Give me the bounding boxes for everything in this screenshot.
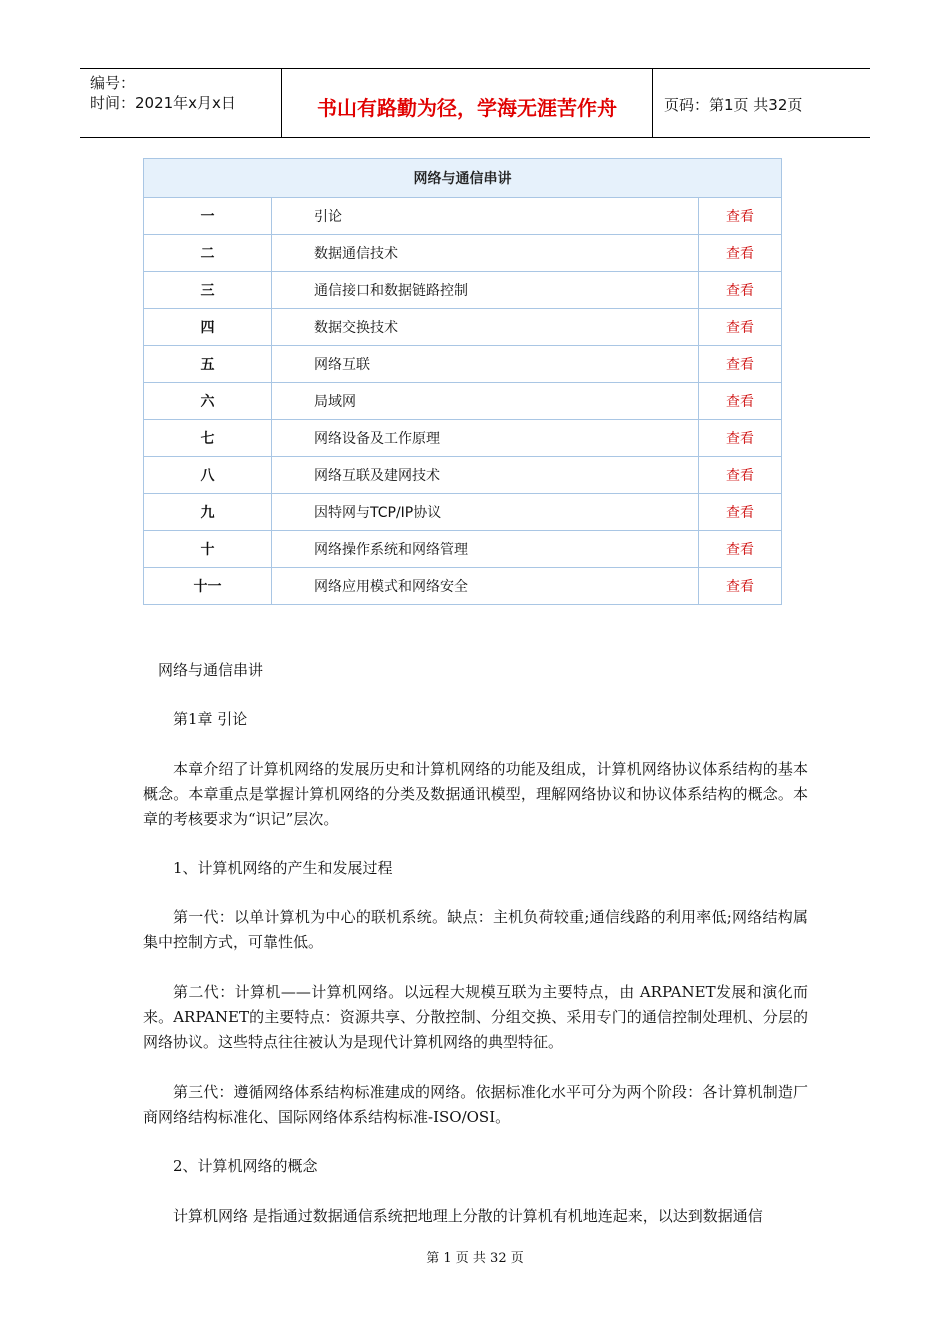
section-heading-2 [143,1154,808,1179]
section-heading-1 [143,856,808,881]
doc-title-text: 网络与通信串讲 [158,661,264,679]
number-label: 编号： [90,74,136,92]
toc-view-link[interactable]: 查看 [699,309,782,346]
toc-row [144,235,782,272]
section-heading-2-text: 2、计算机网络的概念 [173,1157,318,1175]
toc-chapter-number: 五 [144,346,272,383]
page-header [80,68,870,138]
toc-row [144,309,782,346]
toc-chapter-title: 网络操作系统和网络管理 [272,531,699,568]
toc-chapter-number: 二 [144,235,272,272]
toc-chapter-number: 四 [144,309,272,346]
doc-title [143,658,808,683]
toc-chapter-title: 网络设备及工作原理 [272,420,699,457]
toc-row [144,272,782,309]
toc-chapter-number: 一 [144,198,272,235]
toc-view-link[interactable]: 查看 [699,420,782,457]
gen3-text: 第三代：遵循网络体系结构标准建成的网络。依据标准化水平可分为两个阶段：各计算机制造厂商网络结构标准化、国际网络体系结构标准-ISO/OSI。 [143,1083,808,1126]
toc-chapter-number: 九 [144,494,272,531]
toc-chapter-title: 数据通信技术 [272,235,699,272]
toc-row [144,494,782,531]
toc-view-link[interactable]: 查看 [699,457,782,494]
toc-view-link[interactable]: 查看 [699,531,782,568]
page-footer: 第 1 页 共 32 页 [426,1251,524,1266]
definition-paragraph [143,1204,808,1229]
toc-table [143,158,782,605]
toc-chapter-number: 八 [144,457,272,494]
gen1-paragraph [143,905,808,955]
header-page-info: 页码：第1页 共32页 [664,95,803,114]
toc-row [144,346,782,383]
toc-chapter-title: 因特网与TCP/IP协议 [272,494,699,531]
gen3-paragraph [143,1080,808,1130]
gen2-paragraph [143,980,808,1055]
toc-chapter-title: 网络互联 [272,346,699,383]
toc-row [144,383,782,420]
toc-row [144,568,782,605]
section-heading-1-text: 1、计算机网络的产生和发展过程 [173,859,393,877]
intro-paragraph [143,757,808,832]
toc-chapter-title: 通信接口和数据链路控制 [272,272,699,309]
toc-view-link[interactable]: 查看 [699,494,782,531]
toc-chapter-title: 网络互联及建网技术 [272,457,699,494]
definition-text: 计算机网络 是指通过数据通信系统把地理上分散的计算机有机地连起来，以达到数据通信 [173,1207,763,1225]
toc-view-link[interactable]: 查看 [699,568,782,605]
toc-chapter-number: 七 [144,420,272,457]
toc-row [144,198,782,235]
toc-view-link[interactable]: 查看 [699,383,782,420]
header-meta [80,69,282,137]
toc-chapter-title: 数据交换技术 [272,309,699,346]
toc-row [144,531,782,568]
toc-row [144,457,782,494]
intro-text: 本章介绍了计算机网络的发展历史和计算机网络的功能及组成，计算机网络协议体系结构的基本概念。本章重点是掌握计算机网络的分类及数据通讯模型，理解网络协议和协议体系结构的概念。本章的考核要求为“识记”层次。 [143,760,808,828]
toc-chapter-title: 网络应用模式和网络安全 [272,568,699,605]
toc-row [144,420,782,457]
chapter-heading-text: 第1章 引论 [173,710,248,728]
toc-view-link[interactable]: 查看 [699,272,782,309]
toc-view-link[interactable]: 查看 [699,346,782,383]
toc-chapter-title: 引论 [272,198,699,235]
toc-chapter-number: 十 [144,531,272,568]
toc-view-link[interactable]: 查看 [699,198,782,235]
gen2-text: 第二代：计算机——计算机网络。以远程大规模互联为主要特点，由 ARPANET发展和演化而来。ARPANET的主要特点：资源共享、分散控制、分组交换、采用专门的通信控制处理机、分层的网络协议。这些特点往往被认为是现代计算机网络的典型特征。 [143,983,808,1051]
toc-chapter-title: 局域网 [272,383,699,420]
gen1-text: 第一代：以单计算机为中心的联机系统。缺点：主机负荷较重;通信线路的利用率低;网络结构属集中控制方式，可靠性低。 [143,908,808,951]
header-motto: 书山有路勤为径，学海无涯苦作舟 [282,69,653,137]
toc-title: 网络与通信串讲 [144,159,782,198]
toc-chapter-number: 六 [144,383,272,420]
toc-chapter-number: 三 [144,272,272,309]
chapter-heading [143,707,808,732]
toc-view-link[interactable]: 查看 [699,235,782,272]
toc-chapter-number: 十一 [144,568,272,605]
time-label: 时间：2021年x月x日 [90,94,236,112]
